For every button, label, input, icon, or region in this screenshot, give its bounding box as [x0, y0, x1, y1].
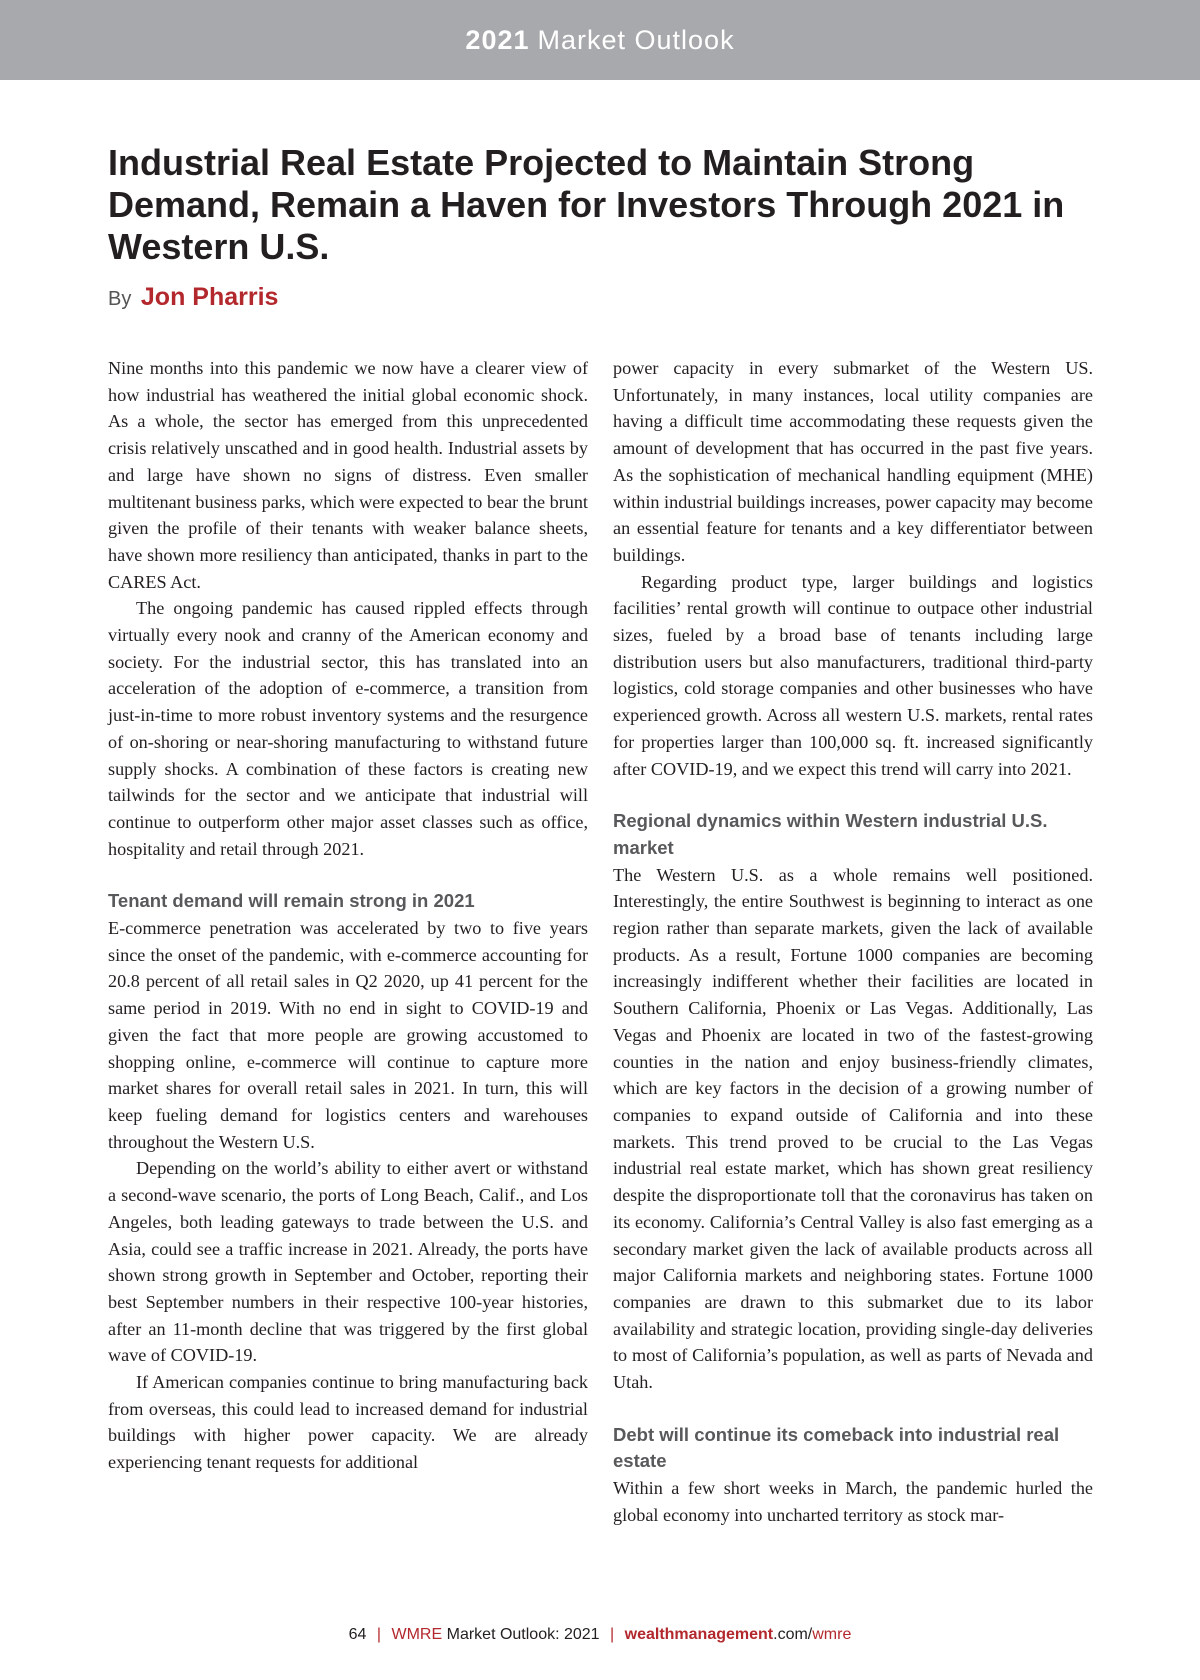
section-heading: Regional dynamics within Western industrial U.S. market	[613, 810, 1048, 858]
page-number: 64	[348, 1626, 367, 1643]
header-banner	[0, 0, 1200, 80]
footer-domain: .com/	[773, 1626, 813, 1643]
paragraph: Depending on the world’s ability to either avert or withstand a second-wave scenario, the ports of Long Beach, Calif., and Los Angeles, both leading gateways to trade between the U.S. and Asia, could see a traffic increase in 2021. Already, the ports have shown strong growth in September and October, reporting their best September numbers in their respective 100-year histories, after an 11-month decline that was triggered by the first global wave of COVID-19.	[108, 1158, 588, 1366]
header-year: 2021	[465, 24, 530, 55]
byline-prefix: By	[108, 288, 132, 310]
paragraph: Nine months into this pandemic we now have a clearer view of how industrial has weathered the initial global economic shock. As a whole, the sector has emerged from this unprecedented crisis relatively unscathed and in good health. Industrial assets by and large have shown no signs of distress. Even smaller multitenant business parks, which were expected to bear the brunt given the profile of their tenants with weaker balance sheets, have shown more resiliency than anticipated, thanks in part to the CARES Act.	[108, 358, 588, 592]
footer-site: wealthmanagement	[624, 1626, 774, 1643]
footer-path: wmre	[812, 1626, 852, 1643]
footer-separator: |	[376, 1626, 382, 1643]
section-heading: Debt will continue its comeback into industrial real estate	[613, 1423, 1060, 1472]
right-column	[613, 355, 1093, 1529]
footer-brand: WMRE	[391, 1626, 443, 1643]
paragraph: Within a few short weeks in March, the pandemic hurled the global economy into uncharted territory as stock mar-	[613, 1478, 1093, 1525]
page-footer	[0, 1626, 1200, 1644]
article-headline: Industrial Real Estate Projected to Maintain Strong Demand, Remain a Haven for Investors Through 2021 in Western U.S.	[108, 142, 1065, 267]
paragraph: If American companies continue to bring manufacturing back from overseas, this could lead to increased demand for industrial buildings with higher power capacity. We are already experiencing tenant requests for additional	[108, 1372, 588, 1473]
author-name: Jon Pharris	[140, 283, 279, 311]
footer-url[interactable]	[625, 1626, 852, 1643]
paragraph: The ongoing pandemic has caused rippled effects through virtually every nook and cranny of the American economy and society. For the industrial sector, this has translated into an acceleration of the adoption of e-commerce, a transition from just-in-time to more robust inventory systems and the resurgence of on-shoring or near-shoring manufacturing to withstand future supply shocks. A combination of these factors is creating new tailwinds for the sector and we anticipate that industrial will continue to outperform other major asset classes such as office, hospitality and retail through 2021.	[108, 598, 588, 859]
section-heading: Tenant demand will remain strong in 2021	[108, 890, 475, 912]
header-title: Market Outlook	[537, 24, 735, 55]
left-column	[108, 355, 588, 1476]
paragraph: power capacity in every submarket of the Western US. Unfortunately, in many instances, local utility companies are having a difficult time accommodating these requests given the amount of development that has occurred in the past five years. As the sophistication of mechanical handling equipment (MHE) within industrial buildings increases, power capacity may become an essential feature for tenants and a key differentiator between buildings.	[613, 358, 1093, 565]
byline	[108, 283, 278, 312]
paragraph: Regarding product type, larger buildings and logistics facilities’ rental growth will continue to outpace other industrial sizes, fueled by a broad base of tenants including large distribution users but also manufacturers, traditional third-party logistics, cold storage companies and other businesses who have experienced growth. Across all western U.S. markets, rental rates for properties larger than 100,000 sq. ft. increased significantly after COVID-19, and we expect this trend will carry into 2021.	[613, 571, 1093, 779]
paragraph: The Western U.S. as a whole remains well positioned. Interestingly, the entire Southwest is beginning to interact as one region rather than separate markets, given the lack of available products. As a result, Fortune 1000 companies are becoming increasingly indifferent whether their facilities are located in Southern California, Phoenix or Las Vegas. Additionally, Las Vegas and Phoenix are located in two of the fastest-growing counties in the nation and enjoy business-friendly climates, which are key factors in the decision of a growing number of companies to expand outside of California and into these markets. This trend proved to be crucial to the Las Vegas industrial real estate market, which has shown great resiliency despite the disproportionate toll that the coronavirus has taken on its economy. California’s Central Valley is also fast emerging as a secondary market given the lack of available products across all major California markets and neighboring states. Fortune 1000 companies are drawn to this submarket due to its labor availability and strategic location, providing single-day deliveries to most of California’s population, as well as parts of Nevada and Utah.	[613, 864, 1093, 1393]
footer-separator: |	[610, 1626, 615, 1643]
paragraph: E-commerce penetration was accelerated by two to five years since the onset of the pandemic, with e-commerce accounting for 20.8 percent of all retail sales in Q2 2020, up 41 percent for the same period in 2019. With no end in sight to COVID-19 and given the fact that more people are growing accustomed to shopping online, e-commerce will continue to capture more market shares for overall retail sales in 2021. In turn, this will keep fueling demand for logistics centers and warehouses throughout the Western U.S.	[108, 918, 588, 1152]
footer-publication: Market Outlook: 2021	[446, 1626, 600, 1643]
